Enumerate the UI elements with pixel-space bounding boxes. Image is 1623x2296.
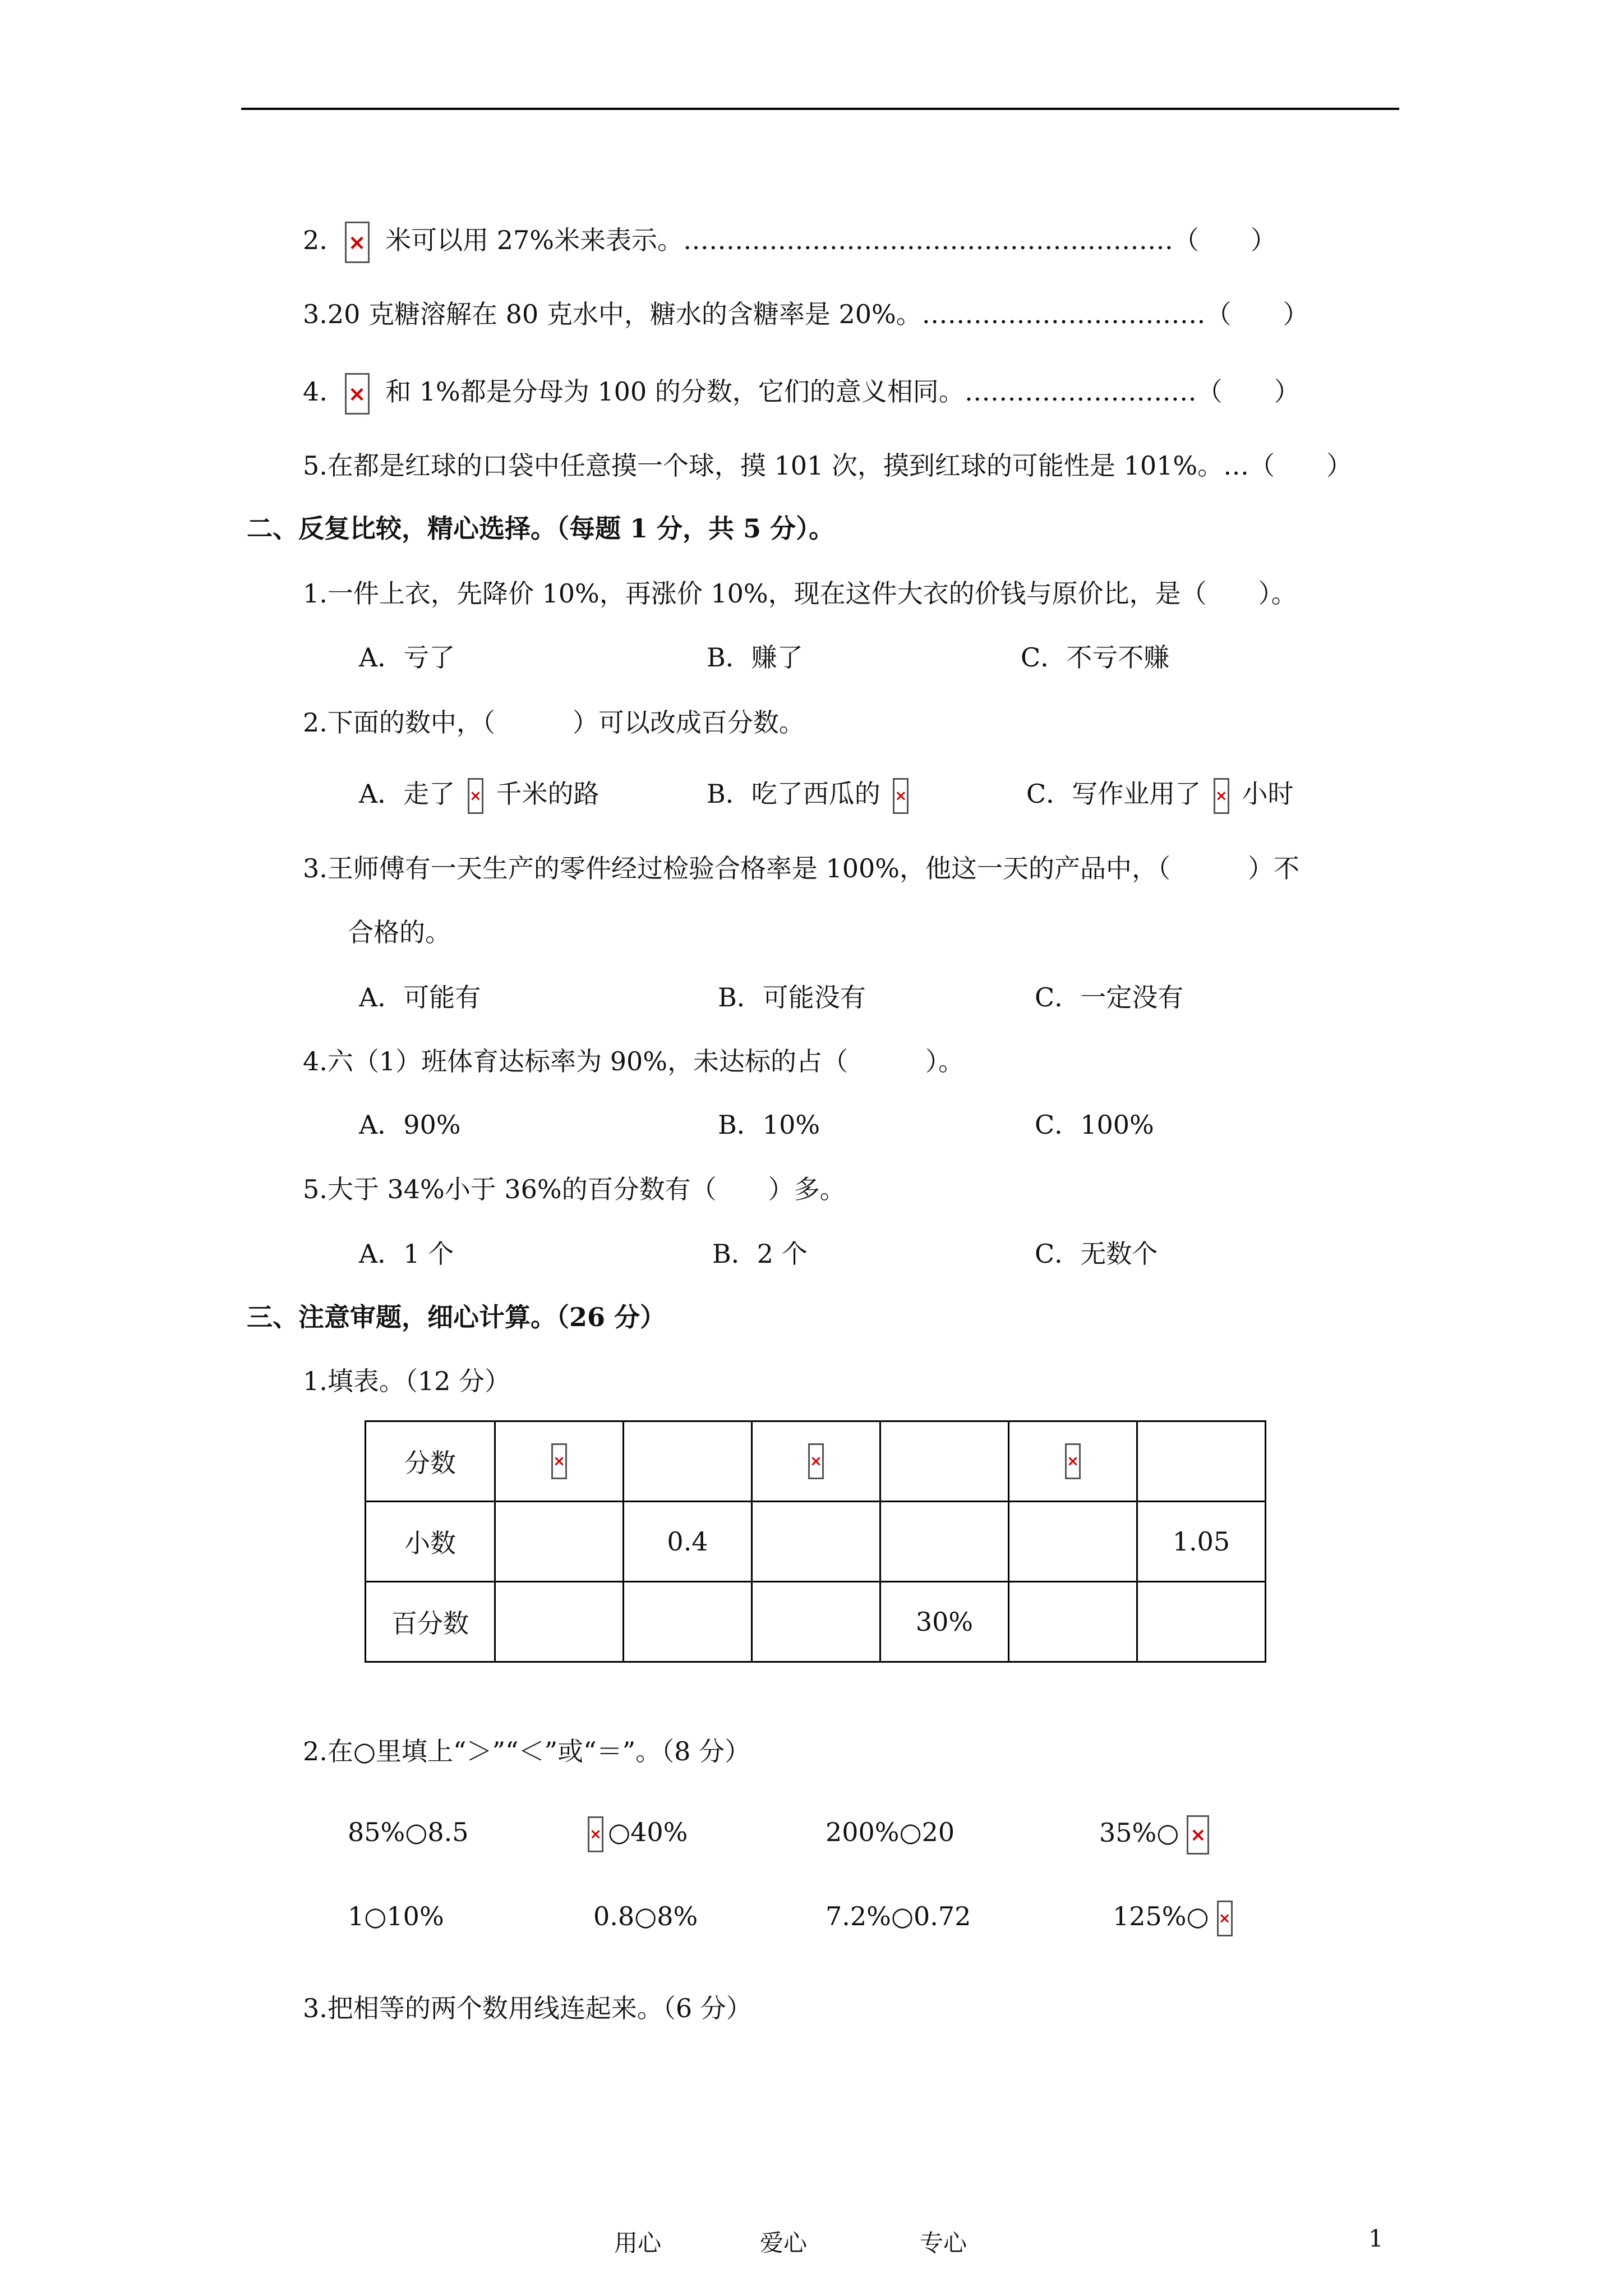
choice-q3-b: B．可能没有	[718, 982, 866, 1013]
choice-q5-b: B．2 个	[712, 1239, 808, 1269]
broken-image-icon	[1065, 1443, 1081, 1479]
broken-image-icon	[345, 373, 370, 415]
broken-image-icon	[1187, 1815, 1209, 1855]
broken-image-icon	[345, 222, 370, 263]
footer-text-1: 用心	[614, 2229, 662, 2257]
judge-q5: 5.在都是红球的口袋中任意摸一个球，摸 101 次，摸到红球的可能性是 101%。…（ ）	[303, 450, 1353, 481]
section-2-title: 二、反复比较，精心选择。（每题 1 分，共 5 分）。	[247, 513, 835, 544]
broken-image-icon	[893, 778, 909, 814]
judge-q3: 3.20 克糖溶解在 80 克水中，糖水的含糖率是 20%。……………………………（ ）	[303, 299, 1309, 329]
question-number: 4.	[303, 376, 328, 407]
table-cell	[624, 1582, 752, 1662]
judge-q2	[303, 222, 1276, 263]
section-3-title: 三、注意审题，细心计算。（26 分）	[247, 1302, 666, 1332]
choice-q3: 3.王师傅有一天生产的零件经过检验合格率是 100%，他这一天的产品中，（ ）不	[303, 853, 1300, 884]
broken-image-icon	[468, 778, 483, 814]
compare-item: 85%○8.5	[348, 1817, 469, 1847]
table-row	[366, 1421, 1266, 1502]
choice-q5: 5.大于 34%小于 36%的百分数有（ ）多。	[303, 1174, 846, 1204]
table-cell	[1137, 1421, 1266, 1502]
broken-image-icon	[1214, 778, 1229, 814]
calc-q3: 3.把相等的两个数用线连起来。（6 分）	[303, 1993, 752, 2023]
choice-q3-c: C．一定没有	[1035, 982, 1184, 1013]
header-rule	[241, 108, 1399, 110]
choice-q3-a: A．可能有	[359, 982, 481, 1013]
table-cell: 1.05	[1137, 1502, 1266, 1582]
table-cell	[752, 1421, 880, 1502]
choice-q1-b: B．赚了	[707, 642, 803, 673]
table-cell	[752, 1582, 880, 1662]
calc-q1: 1.填表。（12 分）	[303, 1366, 511, 1396]
question-text: 和 1%都是分母为 100 的分数，它们的意义相同。………………………（ ）	[385, 376, 1300, 407]
table-cell	[495, 1582, 624, 1662]
fill-table	[365, 1420, 1266, 1663]
compare-item: 200%○20	[826, 1817, 955, 1847]
compare-item: 1○10%	[348, 1901, 444, 1931]
table-cell	[1009, 1421, 1137, 1502]
table-cell	[1137, 1582, 1266, 1662]
table-cell	[880, 1502, 1009, 1582]
compare-item: 0.8○8%	[593, 1901, 698, 1931]
compare-item: 35%○×	[1099, 1815, 1209, 1855]
footer-text-2: 爱心	[760, 2229, 808, 2257]
choice-q2-b: B．吃了西瓜的 ×	[707, 777, 909, 814]
page-number: 1	[1368, 2225, 1384, 2252]
choice-q4-a: A．90%	[359, 1110, 461, 1140]
table-cell	[624, 1421, 752, 1502]
table-cell	[495, 1421, 624, 1502]
table-row	[366, 1582, 1266, 1662]
broken-image-icon	[588, 1816, 603, 1852]
row-label: 百分数	[366, 1582, 495, 1662]
table-cell	[880, 1421, 1009, 1502]
broken-image-icon	[551, 1443, 567, 1479]
choice-q4: 4.六（1）班体育达标率为 90%，未达标的占（ ）。	[303, 1046, 965, 1076]
table-cell: 30%	[880, 1582, 1009, 1662]
row-label: 小数	[366, 1502, 495, 1582]
row-label: 分数	[366, 1421, 495, 1502]
choice-q2-c: C．写作业用了 × 小时	[1026, 777, 1293, 814]
choice-q3-cont: 合格的。	[348, 917, 451, 947]
broken-image-icon	[1217, 1901, 1233, 1936]
compare-item: 125%○×	[1113, 1899, 1233, 1936]
table-cell: 0.4	[624, 1502, 752, 1582]
compare-item: 7.2%○0.72	[826, 1901, 971, 1931]
question-text: 米可以用 27%米来表示。…………………………………………………（ ）	[385, 225, 1277, 255]
table-cell	[1009, 1582, 1137, 1662]
choice-q5-c: C．无数个	[1035, 1239, 1158, 1269]
choice-q1: 1.一件上衣，先降价 10%，再涨价 10%，现在这件大衣的价钱与原价比，是（ ）。	[303, 578, 1297, 609]
choice-q5-a: A．1 个	[359, 1239, 454, 1269]
table-cell	[495, 1502, 624, 1582]
table-cell	[752, 1502, 880, 1582]
choice-q4-c: C．100%	[1035, 1110, 1154, 1140]
judge-q4	[303, 373, 1300, 415]
calc-q2: 2.在○里填上“＞”“＜”或“＝”。（8 分）	[303, 1736, 751, 1766]
table-cell	[1009, 1502, 1137, 1582]
broken-image-icon	[808, 1443, 824, 1479]
footer-text-3: 专心	[920, 2229, 967, 2257]
compare-item: × ○40%	[588, 1815, 688, 1852]
table-row	[366, 1502, 1266, 1582]
choice-q1-a: A．亏了	[359, 642, 455, 673]
choice-q1-c: C．不亏不赚	[1021, 642, 1170, 673]
choice-q2-a: A．走了 × 千米的路	[359, 777, 599, 814]
question-number: 2.	[303, 225, 328, 255]
choice-q2: 2.下面的数中，（ ）可以改成百分数。	[303, 707, 805, 738]
choice-q4-b: B．10%	[718, 1110, 820, 1140]
